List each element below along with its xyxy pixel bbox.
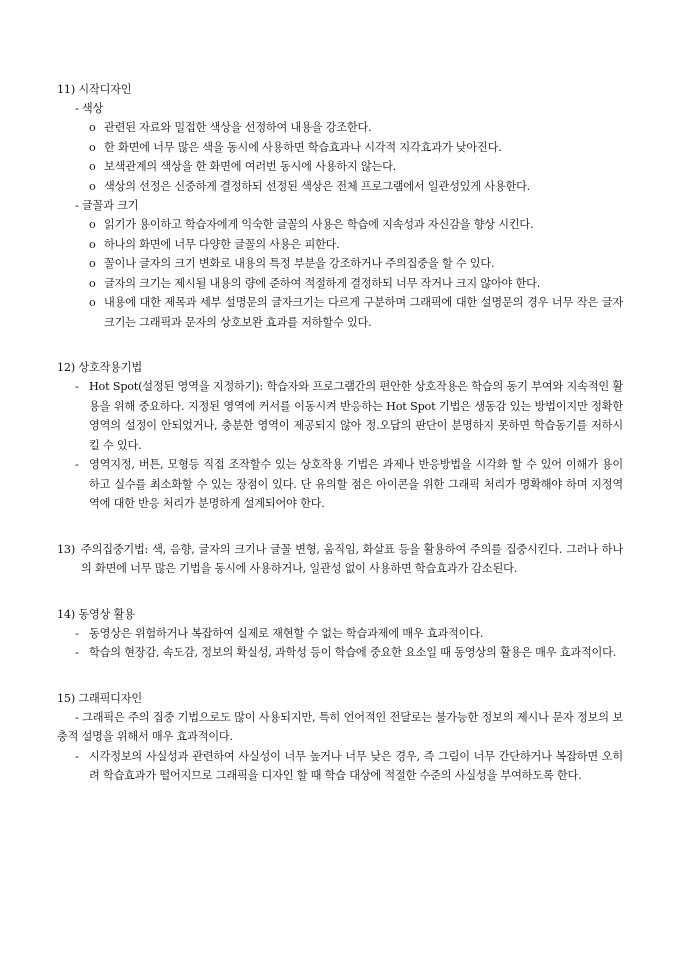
- dash-mark: -: [75, 626, 79, 640]
- bullet-mark: o: [89, 160, 96, 173]
- section-12: [57, 358, 623, 514]
- document-page: [57, 80, 623, 812]
- list-item-text: 한 화면에 너무 많은 색을 동시에 사용하면 학습효과나 시각적 지각효과가 낮아진다.: [104, 140, 502, 154]
- list-item: [75, 235, 623, 255]
- section-13-text: 주의집중기법: 색, 음향, 글자의 크기나 글꼴 변형, 움직임, 화살표 등을 활용하여 주의를 집중시킨다. 그러나 하나의 화면에 너무 많은 기법을 동시에 사용하거나, 일관성 없이 사용하면 학습효과가 감소된다.: [81, 542, 623, 575]
- bullet-mark: o: [89, 179, 96, 193]
- section-13-paragraph: [57, 540, 623, 579]
- section-15-intro: - 그래픽은 주의 집중 기법으로도 많이 사용되지만, 특히 언어적인 전달로는 불가능한 정보의 제시나 문자 정보의 보충적 설명을 위해서 매우 효과적이다.: [57, 710, 623, 743]
- list-item-text: 동영상은 위험하거나 복잡하여 실제로 재현할 수 없는 학습과제에 매우 효과적이다.: [89, 626, 484, 640]
- list-item-text: 관련된 자료와 밀접한 색상을 선정하여 내용을 강조한다.: [104, 121, 372, 134]
- list-item: [75, 643, 623, 663]
- list-item-text: 영역지정, 버튼, 모형등 직접 조작할수 있는 상호작용 기법은 과제나 반응방법을 시각화 할 수 있어 이해가 용이하고 실수를 최소화할 수 있는 장점이 있다. 단 유의할 점은 아이콘을 위한 그래픽 처리가 명확해야 하며 지정역역에 대한 반응 처리가 분명하게 설계되어야 한다.: [89, 458, 623, 510]
- dash-mark: -: [75, 458, 79, 471]
- list-item-text: 시각정보의 사실성과 관련하여 사실성이 너무 높거나 너무 낮은 경우, 즉 그림이 너무 간단하거나 복잡하면 오히려 학습효과가 떨어지므로 그래픽을 디자인 할 때 학습 대상에 적절한 수준의 사실성을 부여하도록 한다.: [89, 749, 623, 782]
- section-14: [57, 605, 623, 663]
- list-item-text: Hot Spot(설정된 영역을 지정하기): 학습자와 프로그램간의 편안한 상호작용은 학습의 동기 부여와 지속적인 활용을 위해 중요하다. 지정된 영역에 커서를 이동시켜 반응하는 Hot Spot 기법은 생동감 있는 방법이지만 정확한 영역의 설정이 안되었거나, 충분한 영역이 제공되지 않아 정.오답의 판단이 분명하지 못하면 학습동기를 저하시킬 수 있다.: [89, 380, 623, 452]
- list-item: [75, 293, 623, 332]
- list-item: [75, 254, 623, 274]
- section-11-title: 11) 시작디자인: [57, 83, 132, 96]
- dash-mark: -: [75, 646, 79, 659]
- dash-mark: -: [75, 380, 79, 393]
- list-item-text: 하나의 화면에 너무 다양한 글꼴의 사용은 피한다.: [104, 237, 340, 251]
- section-15-title: 15) 그래픽디자인: [57, 691, 142, 705]
- subsection-color-head: - 색상: [75, 102, 104, 115]
- list-item: [75, 118, 623, 138]
- bullet-mark: o: [89, 276, 96, 290]
- section-15-list: [57, 747, 623, 786]
- bullet-mark: o: [89, 218, 96, 231]
- section-13: [57, 540, 623, 579]
- list-item: [75, 747, 623, 786]
- list-item: [75, 274, 623, 294]
- dash-mark: -: [75, 749, 79, 763]
- subsection-font: [57, 196, 623, 332]
- section-12-list: [57, 377, 623, 514]
- list-item-text: 읽기가 용이하고 학습자에게 익숙한 글꼴의 사용은 학습에 지속성과 자신감을 향상 시킨다.: [104, 218, 534, 231]
- bullet-mark: o: [89, 140, 96, 154]
- list-item-text: 학습의 현장감, 속도감, 정보의 확실성, 과학성 등이 학습에 중요한 요소일 때 동영상의 활용은 매우 효과적이다.: [89, 646, 617, 659]
- section-15: [57, 689, 623, 786]
- list-item-text: 내용에 대한 제목과 세부 설명문의 글자크기는 다르게 구분하며 그래픽에 대한 설명문의 경우 너무 작은 글자크기는 그래픽과 문자의 상호보완 효과를 저하할수 있다.: [104, 296, 623, 329]
- section-12-title: 12) 상호작용기법: [57, 361, 142, 374]
- list-item: [75, 177, 623, 197]
- section-13-number: 13): [57, 542, 76, 556]
- list-item-text: 글자의 크기는 제시될 내용의 량에 준하여 적절하게 결정하되 너무 작거나 크지 않아야 한다.: [104, 276, 541, 290]
- list-item-text: 보색관계의 색상을 한 화면에 여러번 동시에 사용하지 않는다.: [104, 160, 397, 173]
- list-item: [75, 455, 623, 514]
- bullet-mark: o: [89, 257, 96, 270]
- list-item: [75, 215, 623, 235]
- list-item: [75, 377, 623, 455]
- section-14-list: [57, 624, 623, 663]
- list-item-text: 색상의 선정은 신중하게 결정하되 선정된 색상은 전체 프로그램에서 일관성있게 사용한다.: [104, 179, 531, 193]
- list-item: [75, 138, 623, 158]
- bullet-mark: o: [89, 237, 96, 251]
- bullet-mark: o: [89, 296, 96, 309]
- subsection-font-head: - 글꼴과 크기: [75, 199, 139, 212]
- section-11: [57, 80, 623, 332]
- bullet-mark: o: [89, 121, 96, 134]
- section-14-title: 14) 동영상 활용: [57, 607, 135, 621]
- list-item: [75, 157, 623, 177]
- list-item-text: 꼴이나 글자의 크기 변화로 내용의 특정 부분을 강조하거나 주의집중을 할 수 있다.: [104, 257, 495, 270]
- list-item: [75, 624, 623, 644]
- subsection-color: [57, 99, 623, 196]
